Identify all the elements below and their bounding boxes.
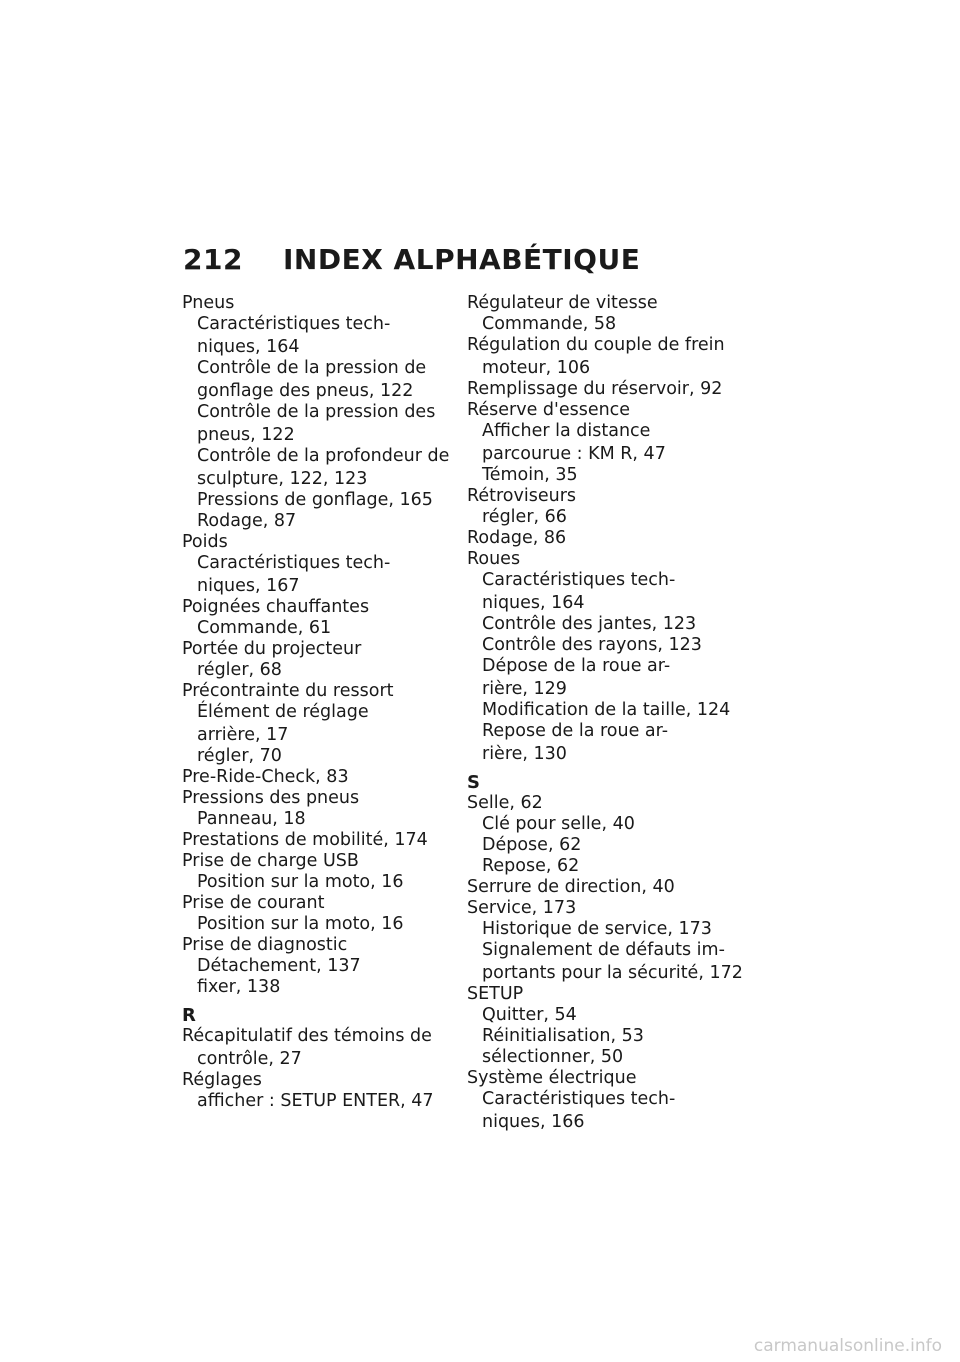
index-entry: Système électrique xyxy=(467,1068,637,1088)
index-column-right xyxy=(467,293,742,1133)
index-subentry: régler, 66 xyxy=(482,507,567,527)
index-entry-continuation: moteur, 106 xyxy=(482,358,591,378)
index-entry-continuation: rière, 129 xyxy=(482,679,567,699)
index-entry: Selle, 62 xyxy=(467,793,543,813)
index-section-letter: R xyxy=(182,1005,196,1026)
index-entry: Prestations de mobilité, 174 xyxy=(182,830,428,850)
index-entry-continuation: niques, 164 xyxy=(197,337,300,357)
index-subentry: Commande, 58 xyxy=(482,314,617,334)
index-entry: Pressions des pneus xyxy=(182,788,360,808)
index-entry-continuation: sculpture, 122, 123 xyxy=(197,469,368,489)
index-entry: Régulation du couple de frein xyxy=(467,335,725,355)
index-subentry: Dépose de la roue ar- xyxy=(482,656,671,676)
index-entry: Serrure de direction, 40 xyxy=(467,877,675,897)
index-subentry: Repose de la roue ar- xyxy=(482,721,669,741)
index-entry-continuation: niques, 164 xyxy=(482,593,585,613)
index-entry-continuation: portants pour la sécurité, 172 xyxy=(482,963,743,983)
index-subentry: Contrôle de la profondeur de xyxy=(197,446,450,466)
index-subentry: Contrôle des jantes, 123 xyxy=(482,614,697,634)
index-entry: Prise de diagnostic xyxy=(182,935,348,955)
index-entry-continuation: niques, 166 xyxy=(482,1112,585,1132)
index-subentry: Élément de réglage xyxy=(197,702,369,722)
index-entry: Remplissage du réservoir, 92 xyxy=(467,379,723,399)
index-subentry: Contrôle de la pression de xyxy=(197,358,427,378)
index-subentry: régler, 70 xyxy=(197,746,282,766)
index-subentry: Repose, 62 xyxy=(482,856,580,876)
page-number: 212 xyxy=(183,243,243,276)
index-subentry: Contrôle de la pression des xyxy=(197,402,436,422)
index-subentry: Signalement de défauts im- xyxy=(482,940,725,960)
index-entry: Précontrainte du ressort xyxy=(182,681,394,701)
index-entry-continuation: pneus, 122 xyxy=(197,425,295,445)
index-entry: Poignées chauffantes xyxy=(182,597,370,617)
index-subentry: Quitter, 54 xyxy=(482,1005,577,1025)
index-entry: Pre-Ride-Check, 83 xyxy=(182,767,349,787)
index-entry-continuation: contrôle, 27 xyxy=(197,1049,302,1069)
index-entry: Service, 173 xyxy=(467,898,577,918)
index-subentry: Position sur la moto, 16 xyxy=(197,914,404,934)
index-entry: Pneus xyxy=(182,293,235,313)
index-subentry: Panneau, 18 xyxy=(197,809,306,829)
index-subentry: Clé pour selle, 40 xyxy=(482,814,635,834)
index-subentry: Réinitialisation, 53 xyxy=(482,1026,644,1046)
index-entry: Poids xyxy=(182,532,228,552)
index-subentry: Pressions de gonflage, 165 xyxy=(197,490,433,510)
index-subentry: régler, 68 xyxy=(197,660,282,680)
index-entry: Récapitulatif des témoins de xyxy=(182,1026,432,1046)
index-subentry: Détachement, 137 xyxy=(197,956,361,976)
index-subentry: Contrôle des rayons, 123 xyxy=(482,635,702,655)
index-entry-continuation: arrière, 17 xyxy=(197,725,289,745)
index-entry: Prise de charge USB xyxy=(182,851,359,871)
index-subentry: Historique de service, 173 xyxy=(482,919,712,939)
index-subentry: Caractéristiques tech- xyxy=(482,1089,676,1109)
index-subentry: Dépose, 62 xyxy=(482,835,582,855)
index-subentry: Position sur la moto, 16 xyxy=(197,872,404,892)
index-entry: SETUP xyxy=(467,984,524,1004)
index-subentry: Caractéristiques tech- xyxy=(482,570,676,590)
index-entry: Régulateur de vitesse xyxy=(467,293,658,313)
index-subentry: Modification de la taille, 124 xyxy=(482,700,731,720)
index-entry-continuation: parcourue : KM R, 47 xyxy=(482,444,666,464)
index-column-left xyxy=(182,293,457,1112)
index-entry: Réglages xyxy=(182,1070,262,1090)
index-entry: Rétroviseurs xyxy=(467,486,577,506)
index-subentry: Témoin, 35 xyxy=(482,465,578,485)
index-entry-continuation: gonflage des pneus, 122 xyxy=(197,381,414,401)
index-subentry: Afficher la distance xyxy=(482,421,651,441)
index-entry: Prise de courant xyxy=(182,893,325,913)
index-entry-continuation: rière, 130 xyxy=(482,744,567,764)
index-entry: Rodage, 86 xyxy=(467,528,567,548)
index-entry-continuation: niques, 167 xyxy=(197,576,300,596)
page-header xyxy=(183,243,640,276)
index-subentry: Commande, 61 xyxy=(197,618,332,638)
index-subentry: sélectionner, 50 xyxy=(482,1047,624,1067)
index-subentry: Caractéristiques tech- xyxy=(197,314,391,334)
index-entry: Portée du projecteur xyxy=(182,639,362,659)
index-entry: Réserve d'essence xyxy=(467,400,631,420)
index-subentry: fixer, 138 xyxy=(197,977,281,997)
index-subentry: afficher : SETUP ENTER, 47 xyxy=(197,1091,434,1111)
index-subentry: Caractéristiques tech- xyxy=(197,553,391,573)
watermark: carmanualsonline.info xyxy=(753,1336,942,1356)
index-entry: Roues xyxy=(467,549,521,569)
index-section-letter: S xyxy=(467,772,480,793)
index-subentry: Rodage, 87 xyxy=(197,511,297,531)
page-title: INDEX ALPHABÉTIQUE xyxy=(283,243,641,276)
